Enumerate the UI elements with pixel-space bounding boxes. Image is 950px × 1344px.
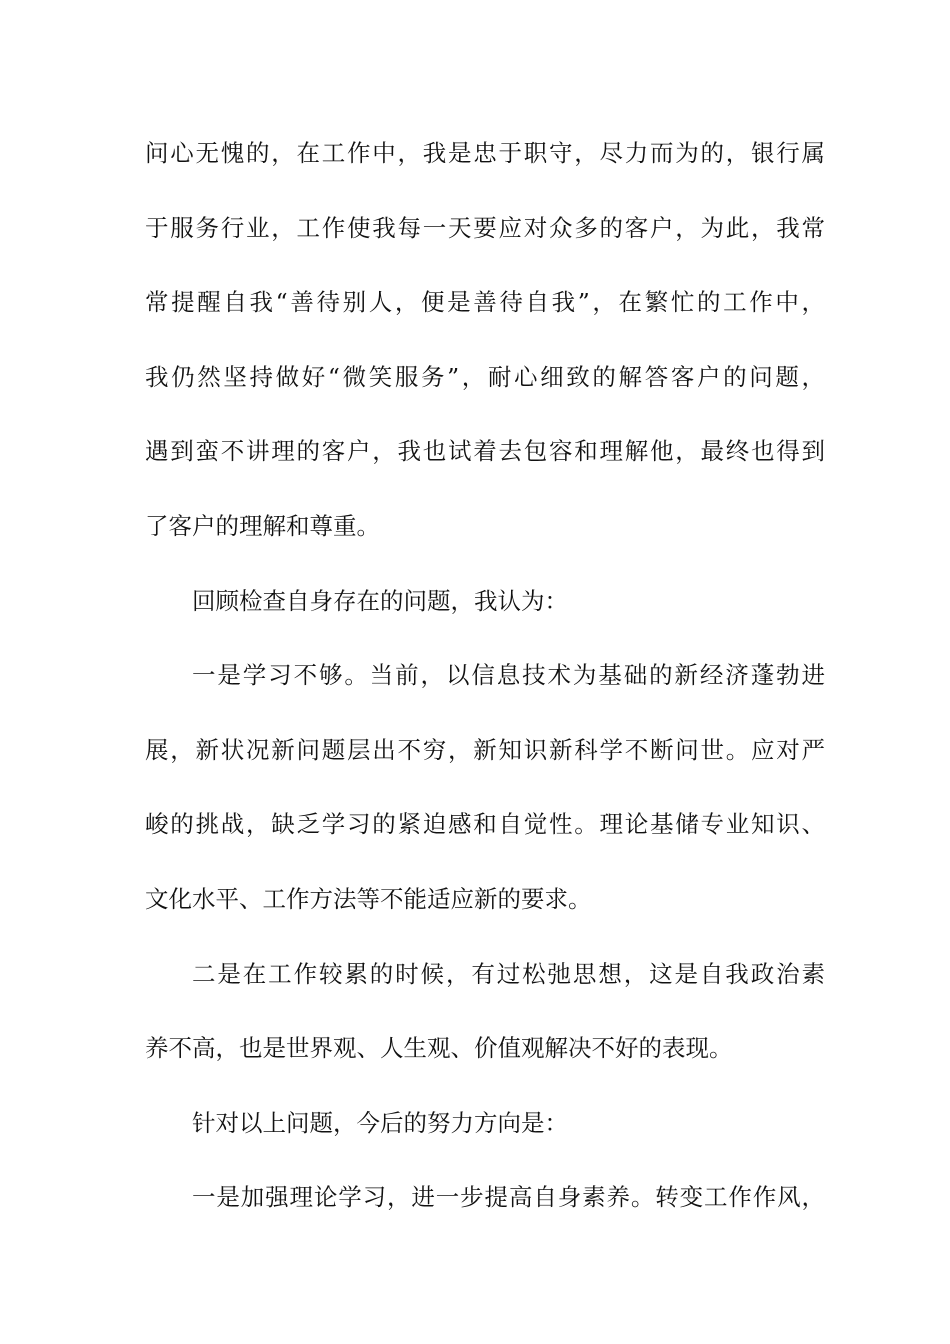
text-line: 峻的挑战，缺乏学习的紧迫感和自觉性。理论基储专业知识、 [145, 810, 825, 839]
text-line: 常提醒自我“善待别人，便是善待自我”，在繁忙的工作中， [145, 288, 825, 317]
document-body [145, 128, 825, 1247]
text-line: 养不高，也是世界观、人生观、价值观解决不好的表现。 [145, 1034, 733, 1063]
text-line: 我仍然坚持做好“微笑服务”，耐心细致的解答客户的问题， [145, 362, 825, 391]
text-line: 针对以上问题，今后的努力方向是： [192, 1108, 568, 1137]
text-line: 了客户的理解和尊重。 [145, 511, 380, 540]
text-line: 回顾检查自身存在的问题，我认为： [192, 586, 568, 615]
text-line: 一是学习不够。当前，以信息技术为基础的新经济蓬勃进 [192, 661, 825, 690]
text-line: 遇到蛮不讲理的客户，我也试着去包容和理解他，最终也得到 [145, 437, 825, 466]
text-line: 一是加强理论学习，进一步提高自身素养。转变工作作风， [192, 1183, 825, 1212]
text-line: 二是在工作较累的时候，有过松弛思想，这是自我政治素 [192, 959, 825, 988]
text-line: 文化水平、工作方法等不能适应新的要求。 [145, 884, 592, 913]
text-line: 展，新状况新问题层出不穷，新知识新科学不断问世。应对严 [145, 735, 825, 764]
text-line: 问心无愧的，在工作中，我是忠于职守，尽力而为的，银行属 [145, 139, 825, 167]
text-line: 于服务行业，工作使我每一天要应对众多的客户，为此，我常 [145, 213, 825, 242]
